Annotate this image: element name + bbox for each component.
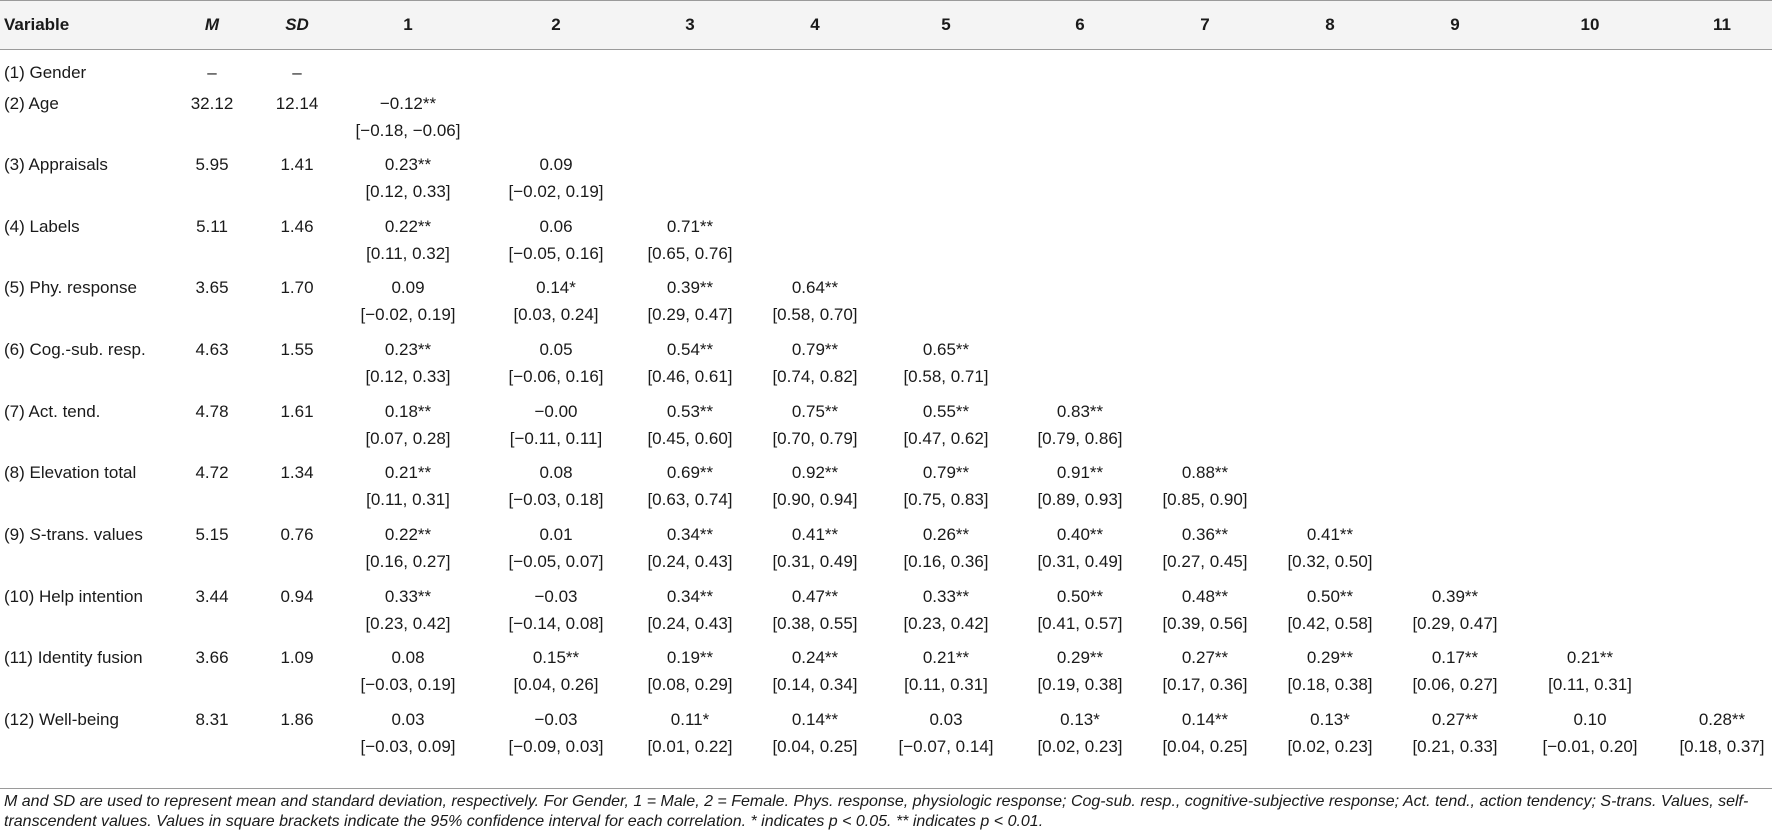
- correlation-value: 0.39**: [666, 278, 714, 297]
- confidence-interval: [0.02, 0.23]: [1287, 737, 1373, 756]
- correlation-value: 0.88**: [1181, 463, 1229, 482]
- sd-value: 0.94: [280, 587, 314, 606]
- confidence-interval: [0.74, 0.82]: [772, 367, 858, 386]
- correlation-value: 0.34**: [666, 525, 714, 544]
- row-label: (2) Age: [4, 94, 59, 113]
- sd-value: 1.55: [280, 340, 314, 359]
- correlation-value: 0.21**: [1566, 648, 1614, 667]
- sd-value: 1.46: [280, 217, 314, 236]
- correlation-value: 0.22**: [384, 525, 432, 544]
- confidence-interval: [−0.07, 0.14]: [898, 737, 994, 756]
- correlation-value: 0.09: [391, 278, 425, 297]
- header-col-9: 9: [1450, 15, 1460, 34]
- header-col-8: 8: [1325, 15, 1335, 34]
- correlation-value: 0.03: [391, 710, 425, 729]
- confidence-interval: [0.58, 0.71]: [903, 367, 989, 386]
- confidence-interval: [−0.03, 0.09]: [360, 737, 456, 756]
- correlation-value: 0.11*: [670, 710, 710, 729]
- correlation-value: 0.50**: [1306, 587, 1354, 606]
- correlation-value: 0.91**: [1056, 463, 1104, 482]
- table-bottom-rule: [0, 788, 1772, 789]
- confidence-interval: [0.32, 0.50]: [1287, 552, 1373, 571]
- correlation-value: 0.41**: [791, 525, 839, 544]
- correlation-value: 0.08: [539, 463, 573, 482]
- header-variable: Variable: [4, 15, 70, 34]
- correlation-value: 0.10: [1573, 710, 1607, 729]
- confidence-interval: [−0.01, 0.20]: [1542, 737, 1638, 756]
- sd-value: 12.14: [275, 94, 319, 113]
- correlation-value: 0.29**: [1056, 648, 1104, 667]
- sd-value: 1.41: [280, 155, 314, 174]
- confidence-interval: [0.38, 0.55]: [772, 614, 858, 633]
- correlation-value: 0.33**: [922, 587, 970, 606]
- mean-value: 3.66: [195, 648, 229, 667]
- mean-value: 4.72: [195, 463, 229, 482]
- confidence-interval: [0.08, 0.29]: [647, 675, 733, 694]
- confidence-interval: [0.23, 0.42]: [365, 614, 451, 633]
- header-col-11: 11: [1713, 15, 1731, 34]
- confidence-interval: [0.58, 0.70]: [772, 305, 858, 324]
- confidence-interval: [0.02, 0.23]: [1037, 737, 1123, 756]
- confidence-interval: [0.16, 0.27]: [365, 552, 451, 571]
- correlation-value: 0.21**: [922, 648, 970, 667]
- correlation-value: 0.06: [539, 217, 573, 236]
- row-label: (8) Elevation total: [4, 463, 137, 482]
- correlation-value: 0.65**: [922, 340, 970, 359]
- correlation-value: 0.26**: [922, 525, 970, 544]
- confidence-interval: [0.14, 0.34]: [772, 675, 858, 694]
- confidence-interval: [0.11, 0.31]: [366, 490, 450, 509]
- correlation-value: 0.34**: [666, 587, 714, 606]
- confidence-interval: [0.04, 0.25]: [1162, 737, 1248, 756]
- mean-value: 5.15: [195, 525, 229, 544]
- confidence-interval: [0.27, 0.45]: [1162, 552, 1248, 571]
- mean-value: 32.12: [190, 94, 234, 113]
- sd-value: 0.76: [280, 525, 314, 544]
- confidence-interval: [−0.05, 0.16]: [508, 244, 604, 263]
- row-label-prefix: (9): [4, 525, 30, 544]
- confidence-interval: [0.85, 0.90]: [1162, 490, 1248, 509]
- correlation-value: 0.71**: [666, 217, 714, 236]
- confidence-interval: [−0.09, 0.03]: [508, 737, 604, 756]
- sd-value: 1.34: [280, 463, 314, 482]
- correlation-value: −0.03: [534, 710, 578, 729]
- correlation-value: 0.05: [539, 340, 573, 359]
- confidence-interval: [0.23, 0.42]: [903, 614, 989, 633]
- correlation-value: 0.69**: [666, 463, 714, 482]
- confidence-interval: [0.11, 0.31]: [1548, 675, 1632, 694]
- correlation-value: 0.01: [539, 525, 573, 544]
- mean-value: 5.95: [195, 155, 229, 174]
- correlation-value: 0.39**: [1431, 587, 1479, 606]
- correlation-value: 0.14**: [1181, 710, 1229, 729]
- confidence-interval: [0.41, 0.57]: [1037, 614, 1123, 633]
- confidence-interval: [0.11, 0.31]: [904, 675, 988, 694]
- correlation-value: 0.14*: [536, 278, 576, 297]
- header-col-1: 1: [403, 15, 413, 34]
- sd-value: 1.61: [280, 402, 314, 421]
- correlation-value: 0.55**: [922, 402, 970, 421]
- confidence-interval: [0.03, 0.24]: [513, 305, 599, 324]
- mean-value: 5.11: [196, 217, 228, 236]
- row-label: (6) Cog.-sub. resp.: [4, 340, 146, 359]
- table-note: M and SD are used to represent mean and standard deviation, respectively. For Gender, 1 = Male, 2 = Female. Phys. response, physiologic response; Cog-sub. resp., cognitive-subjective response; Act. tend., action tendency; S-trans. Values, self-transcendent values. Values in square brackets indicate the 95% confidence interval for each correlation. * indicates p < 0.05. ** indicates p < 0.01.: [4, 793, 1749, 830]
- confidence-interval: [0.16, 0.36]: [903, 552, 989, 571]
- correlation-value: 0.48**: [1181, 587, 1229, 606]
- confidence-interval: [0.63, 0.74]: [647, 490, 733, 509]
- confidence-interval: [0.90, 0.94]: [772, 490, 858, 509]
- correlation-value: 0.54**: [666, 340, 714, 359]
- header-sd: SD: [285, 15, 309, 34]
- confidence-interval: [0.75, 0.83]: [903, 490, 989, 509]
- header-col-4: 4: [810, 15, 820, 34]
- confidence-interval: [0.29, 0.47]: [1412, 614, 1498, 633]
- confidence-interval: [0.24, 0.43]: [647, 614, 733, 633]
- mean-value: 3.65: [195, 278, 229, 297]
- correlation-value: 0.53**: [666, 402, 714, 421]
- correlation-value: 0.19**: [666, 648, 714, 667]
- row-label: (11) Identity fusion: [4, 648, 143, 667]
- correlation-value: 0.13*: [1310, 710, 1350, 729]
- confidence-interval: [0.70, 0.79]: [772, 429, 858, 448]
- header-col-5: 5: [941, 15, 951, 34]
- row-label-italic: S: [29, 525, 41, 544]
- confidence-interval: [−0.03, 0.19]: [360, 675, 456, 694]
- confidence-interval: [0.21, 0.33]: [1412, 737, 1498, 756]
- correlation-value: −0.00: [534, 402, 578, 421]
- mean-value: 4.63: [195, 340, 229, 359]
- row-label: (4) Labels: [4, 217, 80, 236]
- correlation-value: 0.64**: [791, 278, 839, 297]
- correlation-value: 0.79**: [791, 340, 839, 359]
- confidence-interval: [0.42, 0.58]: [1287, 614, 1373, 633]
- header-mean: M: [204, 15, 220, 34]
- confidence-interval: [0.01, 0.22]: [647, 737, 733, 756]
- confidence-interval: [0.47, 0.62]: [903, 429, 989, 448]
- confidence-interval: [0.18, 0.37]: [1679, 737, 1765, 756]
- mean-value: 8.31: [195, 710, 229, 729]
- confidence-interval: [0.31, 0.49]: [772, 552, 858, 571]
- confidence-interval: [−0.02, 0.19]: [508, 182, 604, 201]
- correlation-value: 0.79**: [922, 463, 970, 482]
- confidence-interval: [0.79, 0.86]: [1037, 429, 1123, 448]
- row-label: (12) Well-being: [4, 710, 119, 729]
- correlation-value: 0.28**: [1698, 710, 1746, 729]
- confidence-interval: [−0.03, 0.18]: [508, 490, 604, 509]
- correlation-value: 0.23**: [384, 155, 432, 174]
- correlation-value: 0.23**: [384, 340, 432, 359]
- confidence-interval: [−0.06, 0.16]: [508, 367, 604, 386]
- confidence-interval: [0.29, 0.47]: [647, 305, 733, 324]
- confidence-interval: [0.06, 0.27]: [1412, 675, 1498, 694]
- confidence-interval: [−0.18, −0.06]: [355, 121, 461, 140]
- correlation-value: 0.14**: [791, 710, 839, 729]
- confidence-interval: [−0.02, 0.19]: [360, 305, 456, 324]
- mean-value: 3.44: [195, 587, 229, 606]
- correlation-value: −0.03: [534, 587, 578, 606]
- correlation-value: 0.22**: [384, 217, 432, 236]
- correlation-value: 0.75**: [791, 402, 839, 421]
- confidence-interval: [0.12, 0.33]: [365, 367, 451, 386]
- correlation-value: 0.08: [391, 648, 425, 667]
- header-col-10: 10: [1580, 15, 1600, 34]
- confidence-interval: [0.19, 0.38]: [1037, 675, 1123, 694]
- correlation-value: 0.21**: [384, 463, 432, 482]
- correlation-value: 0.17**: [1431, 648, 1479, 667]
- row-label: (10) Help intention: [4, 587, 143, 606]
- header-col-3: 3: [685, 15, 695, 34]
- confidence-interval: [−0.05, 0.07]: [508, 552, 604, 571]
- header-col-6: 6: [1075, 15, 1085, 34]
- row-label: (5) Phy. response: [4, 278, 137, 297]
- confidence-interval: [0.45, 0.60]: [647, 429, 733, 448]
- row-label: [4, 525, 143, 545]
- confidence-interval: [0.46, 0.61]: [647, 367, 733, 386]
- mean-value: –: [207, 63, 217, 82]
- correlation-value: 0.29**: [1306, 648, 1354, 667]
- confidence-interval: [−0.11, 0.11]: [509, 429, 603, 448]
- correlation-value: 0.03: [929, 710, 963, 729]
- confidence-interval: [0.17, 0.36]: [1162, 675, 1248, 694]
- confidence-interval: [0.31, 0.49]: [1037, 552, 1123, 571]
- correlation-value: 0.13*: [1060, 710, 1100, 729]
- correlation-value: −0.12**: [379, 94, 437, 113]
- confidence-interval: [0.04, 0.26]: [513, 675, 599, 694]
- correlation-value: 0.92**: [791, 463, 839, 482]
- confidence-interval: [0.11, 0.32]: [366, 244, 450, 263]
- row-label: (3) Appraisals: [4, 155, 108, 174]
- confidence-interval: [0.89, 0.93]: [1037, 490, 1123, 509]
- correlation-value: 0.33**: [384, 587, 432, 606]
- header-col-7: 7: [1200, 15, 1210, 34]
- correlation-value: 0.24**: [791, 648, 839, 667]
- row-label: (7) Act. tend.: [4, 402, 101, 421]
- header-col-2: 2: [551, 15, 561, 34]
- row-label: (1) Gender: [4, 63, 87, 82]
- correlation-value: 0.50**: [1056, 587, 1104, 606]
- correlation-value: 0.18**: [384, 402, 432, 421]
- correlation-value: 0.15**: [532, 648, 580, 667]
- correlation-value: 0.47**: [791, 587, 839, 606]
- correlation-value: 0.27**: [1181, 648, 1229, 667]
- mean-value: 4.78: [195, 402, 229, 421]
- confidence-interval: [0.07, 0.28]: [365, 429, 451, 448]
- sd-value: –: [292, 63, 302, 82]
- correlation-value: 0.40**: [1056, 525, 1104, 544]
- correlation-value: 0.41**: [1306, 525, 1354, 544]
- confidence-interval: [0.18, 0.38]: [1287, 675, 1373, 694]
- confidence-interval: [0.12, 0.33]: [365, 182, 451, 201]
- confidence-interval: [−0.14, 0.08]: [508, 614, 604, 633]
- correlation-value: 0.36**: [1181, 525, 1229, 544]
- table-header: [0, 0, 1772, 50]
- sd-value: 1.09: [280, 648, 314, 667]
- correlation-value: 0.83**: [1056, 402, 1104, 421]
- sd-value: 1.86: [280, 710, 314, 729]
- correlation-value: 0.27**: [1431, 710, 1479, 729]
- confidence-interval: [0.39, 0.56]: [1162, 614, 1248, 633]
- sd-value: 1.70: [280, 278, 314, 297]
- confidence-interval: [0.04, 0.25]: [772, 737, 858, 756]
- confidence-interval: [0.65, 0.76]: [647, 244, 733, 263]
- confidence-interval: [0.24, 0.43]: [647, 552, 733, 571]
- correlation-value: 0.09: [539, 155, 573, 174]
- row-label-suffix: -trans. values: [40, 525, 143, 544]
